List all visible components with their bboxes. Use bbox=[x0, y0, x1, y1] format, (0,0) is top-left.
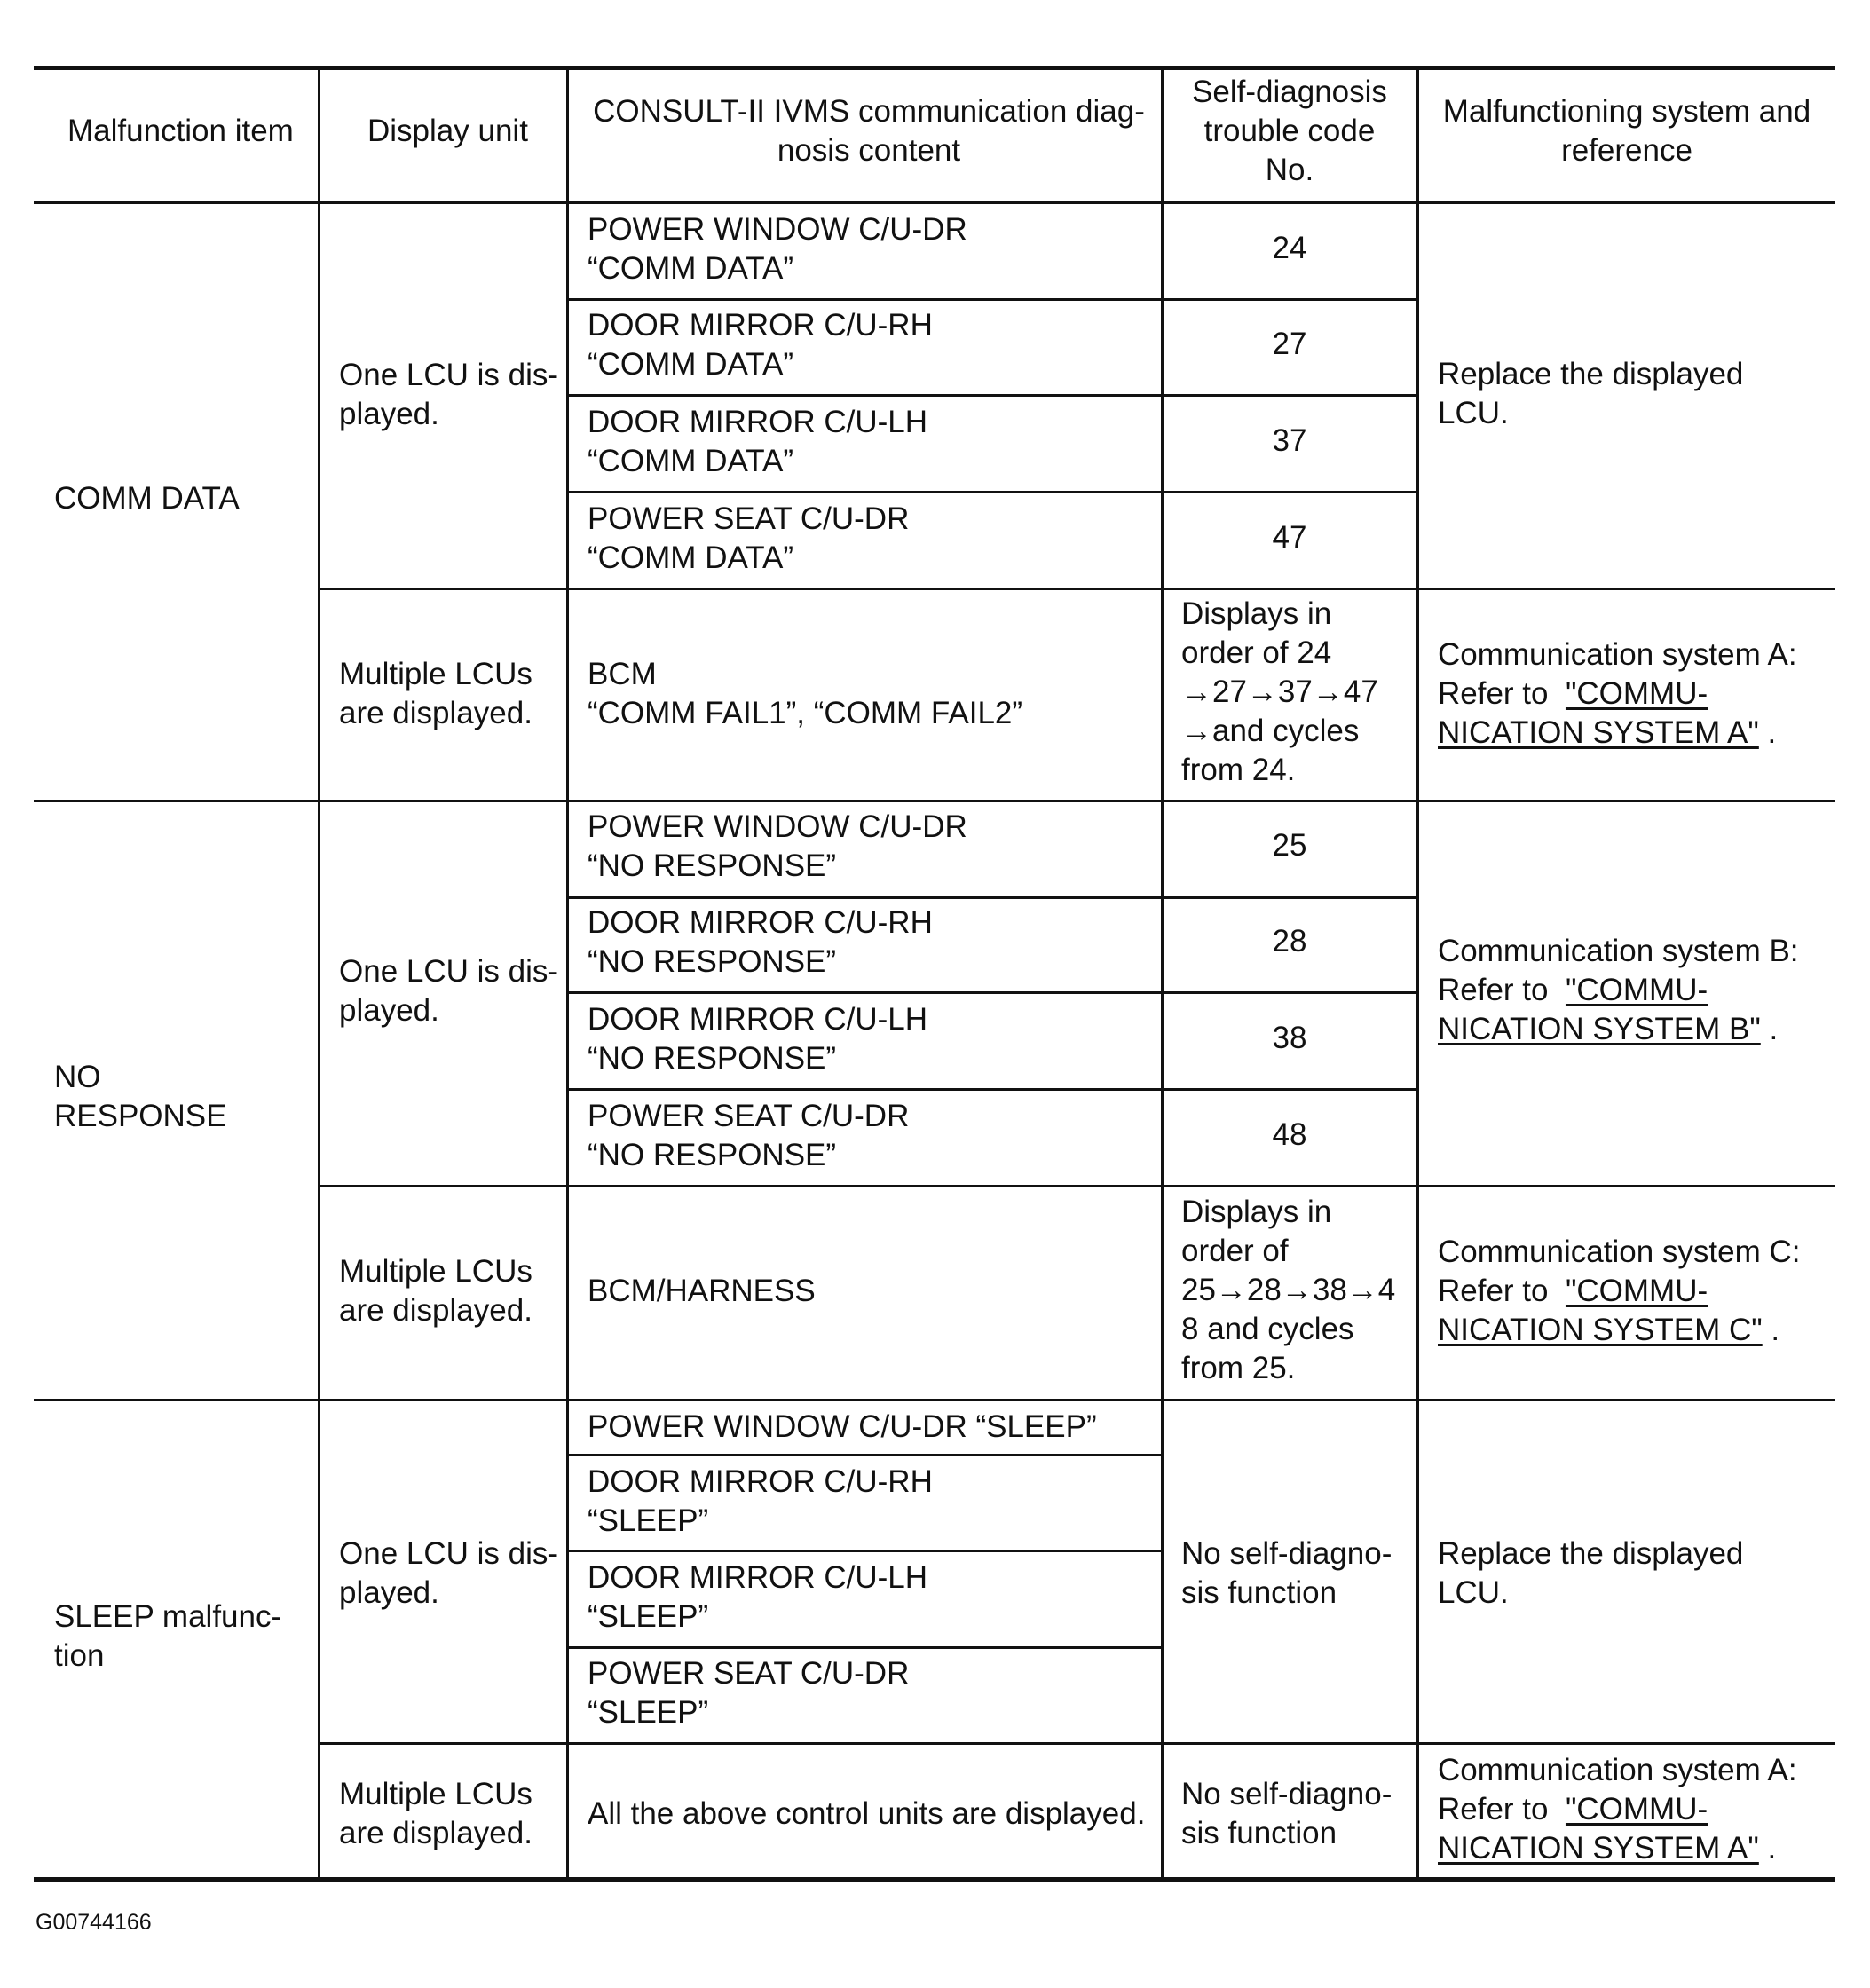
reference-line: LCU. bbox=[1438, 396, 1509, 430]
display-unit-line: played. bbox=[339, 397, 439, 431]
display-unit-one-lcu bbox=[339, 356, 558, 434]
trouble-code-cycle bbox=[1181, 595, 1378, 790]
display-unit-line: Multiple LCUs bbox=[339, 657, 533, 691]
content-line: “SLEEP” bbox=[588, 1695, 709, 1730]
reference-line: Replace the displayed bbox=[1438, 357, 1744, 391]
content-line: POWER SEAT C/U-DR bbox=[588, 501, 910, 536]
consult-content-row: POWER WINDOW C/U-DR “SLEEP” bbox=[588, 1409, 1097, 1444]
reference-line bbox=[1438, 674, 1797, 714]
content-line: POWER WINDOW C/U-DR bbox=[588, 809, 967, 844]
content-line: “NO RESPONSE” bbox=[588, 848, 837, 883]
content-line: “COMM DATA” bbox=[588, 251, 793, 286]
table-top-rule bbox=[34, 66, 1835, 70]
reference-text bbox=[1438, 1751, 1797, 1868]
header-bottom-rule bbox=[34, 201, 1835, 204]
consult-content-row: All the above control units are displayed. bbox=[588, 1796, 1146, 1831]
reference-line: LCU. bbox=[1438, 1575, 1509, 1610]
display-unit-line: are displayed. bbox=[339, 1293, 533, 1328]
content-line: BCM bbox=[588, 657, 657, 691]
column-rule bbox=[1416, 67, 1419, 1879]
display-unit-multiple-lcus bbox=[339, 655, 533, 733]
trouble-code: 38 bbox=[1272, 1021, 1307, 1055]
row-rule bbox=[319, 588, 1835, 590]
content-line: DOOR MIRROR C/U-RH bbox=[588, 905, 933, 940]
reference-line: Replace the displayed bbox=[1438, 1536, 1744, 1571]
malfunction-item-line: RESPONSE bbox=[54, 1099, 227, 1133]
reference-link[interactable]: NICATION SYSTEM C" bbox=[1438, 1313, 1763, 1347]
consult-content-row bbox=[588, 1558, 927, 1637]
display-unit-multiple-lcus bbox=[339, 1252, 533, 1330]
code-line: 8 and cycles bbox=[1181, 1312, 1354, 1346]
reference-text bbox=[1438, 635, 1797, 753]
content-line: “SLEEP” bbox=[588, 1503, 709, 1538]
content-line: “COMM FAIL1”, “COMM FAIL2” bbox=[588, 696, 1023, 730]
header-display-unit: Display unit bbox=[367, 114, 528, 148]
content-line: “COMM DATA” bbox=[588, 540, 793, 575]
reference-line bbox=[1438, 1790, 1797, 1829]
reference-text bbox=[1438, 932, 1799, 1049]
code-line: No self-diagno- bbox=[1181, 1777, 1393, 1811]
code-line: 25→28→38→4 bbox=[1181, 1273, 1396, 1307]
reference-line: Communication system B: bbox=[1438, 934, 1799, 968]
row-rule bbox=[568, 1646, 1163, 1649]
display-unit-line: are displayed. bbox=[339, 1816, 533, 1850]
reference-prefix: Refer to bbox=[1438, 1792, 1566, 1826]
display-unit-one-lcu bbox=[339, 952, 558, 1030]
reference-suffix: . bbox=[1758, 1831, 1777, 1866]
reference-line bbox=[1438, 971, 1799, 1010]
reference-line bbox=[1438, 1311, 1800, 1350]
trouble-code-none bbox=[1181, 1775, 1392, 1853]
header-ref-line: reference bbox=[1561, 133, 1692, 168]
reference-text bbox=[1438, 355, 1743, 433]
consult-content-row bbox=[588, 1654, 909, 1732]
malfunction-item-no-response bbox=[54, 1058, 227, 1136]
code-line: No self-diagno- bbox=[1181, 1536, 1393, 1571]
malfunction-item-line: tion bbox=[54, 1638, 105, 1673]
display-unit-line: played. bbox=[339, 993, 439, 1028]
reference-suffix: . bbox=[1762, 1313, 1780, 1347]
reference-line: Communication system A: bbox=[1438, 1753, 1797, 1787]
code-line: from 25. bbox=[1181, 1351, 1296, 1385]
reference-line bbox=[1438, 1272, 1800, 1311]
display-unit-multiple-lcus bbox=[339, 1775, 533, 1853]
reference-link[interactable]: "COMMU- bbox=[1565, 676, 1708, 711]
reference-line bbox=[1438, 1829, 1797, 1868]
consult-content-row bbox=[588, 500, 909, 578]
row-rule bbox=[319, 1742, 1835, 1745]
group-rule bbox=[34, 800, 1835, 802]
reference-link[interactable]: "COMMU- bbox=[1565, 1274, 1708, 1308]
reference-prefix: Refer to bbox=[1438, 973, 1566, 1007]
content-line: POWER SEAT C/U-DR bbox=[588, 1099, 910, 1133]
reference-line bbox=[1438, 714, 1797, 753]
reference-prefix: Refer to bbox=[1438, 676, 1566, 711]
figure-code: G00744166 bbox=[36, 1910, 152, 1935]
reference-line: Communication system C: bbox=[1438, 1235, 1801, 1269]
reference-link[interactable]: NICATION SYSTEM B" bbox=[1438, 1012, 1761, 1046]
content-line: DOOR MIRROR C/U-LH bbox=[588, 1560, 928, 1595]
header-malfunction-item: Malfunction item bbox=[67, 114, 294, 148]
row-rule bbox=[568, 896, 1418, 899]
code-line: order of 24 bbox=[1181, 635, 1332, 670]
row-rule bbox=[568, 991, 1418, 994]
display-unit-line: One LCU is dis- bbox=[339, 358, 559, 392]
code-line: sis function bbox=[1181, 1816, 1337, 1850]
code-line: →27→37→47 bbox=[1181, 674, 1378, 709]
code-line: order of bbox=[1181, 1234, 1289, 1268]
row-rule bbox=[568, 394, 1418, 397]
row-rule bbox=[568, 298, 1418, 301]
trouble-code-cycle bbox=[1181, 1193, 1395, 1388]
column-rule bbox=[566, 67, 569, 1879]
display-unit-line: played. bbox=[339, 1575, 439, 1610]
header-consult-content bbox=[579, 92, 1159, 170]
reference-line bbox=[1438, 1010, 1799, 1049]
consult-content-row bbox=[588, 210, 967, 288]
content-line: POWER SEAT C/U-DR bbox=[588, 1656, 910, 1691]
content-line: “SLEEP” bbox=[588, 1599, 709, 1634]
content-line: DOOR MIRROR C/U-RH bbox=[588, 308, 933, 343]
header-trouble-code bbox=[1164, 73, 1416, 190]
reference-text bbox=[1438, 1534, 1743, 1613]
row-rule bbox=[568, 1550, 1163, 1552]
content-line: DOOR MIRROR C/U-RH bbox=[588, 1464, 933, 1499]
row-rule bbox=[568, 1088, 1418, 1091]
malfunction-item-sleep bbox=[54, 1598, 281, 1676]
header-ref-line: Malfunctioning system and bbox=[1442, 94, 1811, 129]
consult-content-row bbox=[588, 1000, 927, 1078]
header-consult-line: CONSULT-II IVMS communication diag- bbox=[593, 94, 1145, 129]
code-line: Displays in bbox=[1181, 596, 1332, 631]
display-unit-one-lcu bbox=[339, 1534, 558, 1613]
display-unit-line: One LCU is dis- bbox=[339, 1536, 559, 1571]
consult-content-row bbox=[588, 403, 927, 481]
reference-text bbox=[1438, 1233, 1800, 1350]
trouble-code: 47 bbox=[1272, 520, 1307, 555]
trouble-code: 27 bbox=[1272, 327, 1307, 361]
reference-line: Communication system A: bbox=[1438, 637, 1797, 672]
trouble-code: 25 bbox=[1272, 828, 1307, 863]
display-unit-line: are displayed. bbox=[339, 696, 533, 730]
row-rule bbox=[319, 1185, 1835, 1187]
trouble-code: 48 bbox=[1272, 1117, 1307, 1152]
reference-link[interactable]: "COMMU- bbox=[1565, 973, 1708, 1007]
table-bottom-rule bbox=[34, 1877, 1835, 1882]
header-reference bbox=[1419, 92, 1834, 170]
display-unit-line: One LCU is dis- bbox=[339, 954, 559, 989]
trouble-code-none bbox=[1181, 1534, 1392, 1613]
consult-content-row bbox=[588, 1097, 909, 1175]
display-unit-line: Multiple LCUs bbox=[339, 1777, 533, 1811]
row-rule bbox=[568, 1454, 1163, 1456]
content-line: DOOR MIRROR C/U-LH bbox=[588, 1002, 928, 1037]
trouble-code: 28 bbox=[1272, 924, 1307, 958]
column-rule bbox=[318, 67, 320, 1879]
consult-content-row bbox=[588, 306, 933, 384]
content-line: “COMM DATA” bbox=[588, 444, 793, 478]
consult-content-row: BCM/HARNESS bbox=[588, 1274, 816, 1308]
content-line: “NO RESPONSE” bbox=[588, 1041, 837, 1076]
reference-link[interactable]: "COMMU- bbox=[1565, 1792, 1708, 1826]
content-line: “NO RESPONSE” bbox=[588, 1138, 837, 1172]
reference-suffix: . bbox=[1760, 1012, 1779, 1046]
reference-prefix: Refer to bbox=[1438, 1274, 1566, 1308]
code-line: from 24. bbox=[1181, 753, 1296, 787]
header-code-line: trouble code bbox=[1203, 114, 1376, 148]
content-line: “COMM DATA” bbox=[588, 347, 793, 382]
code-line: Displays in bbox=[1181, 1195, 1332, 1229]
consult-content-row bbox=[588, 1463, 933, 1541]
group-rule bbox=[34, 1399, 1835, 1401]
reference-suffix: . bbox=[1758, 715, 1777, 750]
code-line: sis function bbox=[1181, 1575, 1337, 1610]
malfunction-item-comm-data: COMM DATA bbox=[54, 481, 240, 516]
consult-content-row bbox=[588, 655, 1022, 733]
content-line: “NO RESPONSE” bbox=[588, 944, 837, 979]
malfunction-item-line: SLEEP malfunc- bbox=[54, 1599, 282, 1634]
trouble-code: 37 bbox=[1272, 423, 1307, 458]
consult-content-row bbox=[588, 808, 967, 886]
reference-link[interactable]: NICATION SYSTEM A" bbox=[1438, 1831, 1759, 1866]
code-line: →and cycles bbox=[1181, 714, 1360, 748]
content-line: POWER WINDOW C/U-DR bbox=[588, 212, 967, 247]
display-unit-line: Multiple LCUs bbox=[339, 1254, 533, 1289]
consult-content-row bbox=[588, 903, 933, 982]
content-line: DOOR MIRROR C/U-LH bbox=[588, 405, 928, 439]
header-consult-line: nosis content bbox=[777, 133, 961, 168]
malfunction-item-line: NO bbox=[54, 1060, 101, 1094]
header-code-line: Self-diagnosis bbox=[1192, 75, 1387, 109]
header-code-line: No. bbox=[1265, 153, 1314, 187]
row-rule bbox=[568, 491, 1418, 493]
reference-link[interactable]: NICATION SYSTEM A" bbox=[1438, 715, 1759, 750]
trouble-code: 24 bbox=[1272, 231, 1307, 265]
